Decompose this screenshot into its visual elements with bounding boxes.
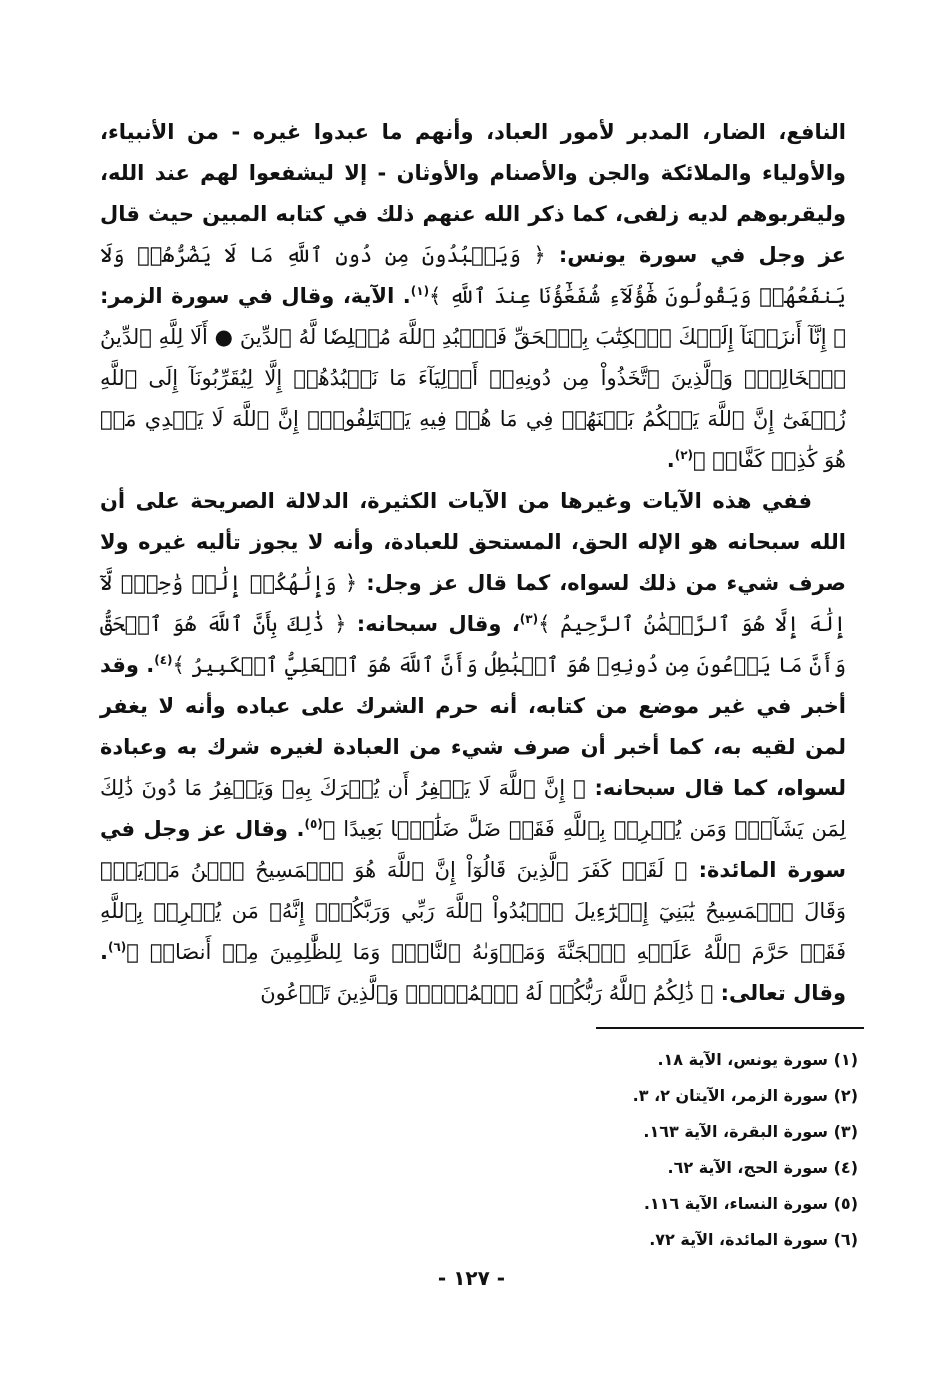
footnote: (٦) سورة المائدة، الآية ٧٢.	[649, 1230, 858, 1249]
text-run: النافع، الضار، المدبر لأمور العباد، وأنهم ما عبدوا غيره - من الأنبياء، والأولياء والملائكة والجن والأصنام والأوثان - إلا ليشفعوا لهم عند الله، وليقربوهم لديه زلفى، كما ذكر الله عنهم ذلك في كتابه المبين حيث قال عز وجل في سورة يونس:	[100, 120, 847, 267]
text-run: .	[666, 448, 675, 472]
text-run: . وقال عز وجل في سورة المائدة:	[100, 817, 846, 882]
text-run: . الآية، وقال في سورة الزمر:	[100, 284, 411, 308]
text-run: ففي هذه الآيات وغيرها من الآيات الكثيرة، الدلالة الصريحة على أن الله سبحانه هو الإله الحق، المستحق للعبادة، وأنه لا يجوز تأليه غيره ولا صرف شيء من ذلك لسواه، كما قال عز وجل:	[100, 489, 846, 595]
quran-verse: ﴿ وَيَعۡبُدُونَ مِن دُونِ ٱللَّهِ مَا لَا يَضُرُّهُمۡ وَلَا يَنفَعُهُمۡ وَيَقُولُونَ هَٰٓؤُلَآءِ شُفَعَٰٓؤُنَا عِندَ ٱللَّهِ ﴾	[100, 243, 846, 308]
quran-verse: ﴿ ذَٰلِكُمُ ٱللَّهُ رَبُّكُمۡ لَهُ ٱلۡمُلۡكُۚ وَٱلَّذِينَ تَدۡعُونَ	[260, 981, 714, 1005]
footnote: (٣) سورة البقرة، الآية ١٦٣.	[643, 1122, 858, 1141]
footnote-marker: (٢)	[674, 448, 693, 462]
text-run: . وقال تعالى:	[100, 940, 846, 1005]
footnote: (٤) سورة الحج، الآية ٦٢.	[667, 1158, 858, 1177]
footnote-separator	[596, 1027, 864, 1029]
footnote-marker: (٦)	[107, 940, 127, 954]
quran-verse: ﴿ لَقَدۡ كَفَرَ ٱلَّذِينَ قَالُوٓاْ إِنَّ ٱللَّهَ هُوَ ٱلۡمَسِيحُ ٱبۡنُ مَرۡيَمَۖ وَقَالَ ٱلۡمَسِيحُ يَٰبَنِيٓ إِسۡرَٰٓءِيلَ ٱعۡبُدُواْ ٱللَّهَ رَبِّي وَرَبَّكُمۡۖ إِنَّهُۥ مَن يُشۡرِكۡ بِٱللَّهِ فَقَدۡ حَرَّمَ ٱللَّهُ عَلَيۡهِ ٱلۡجَنَّةَ وَمَأۡوَىٰهُ ٱلنَّارُۖ وَمَا لِلظَّٰلِمِينَ مِنۡ أَنصَارٖ ﴾	[100, 858, 846, 964]
main-text	[100, 112, 846, 1014]
paragraph	[100, 481, 846, 1014]
text-run: . وقد أخبر في غير موضع من كتابه، أنه حرم الشرك على عباده وأنه لا يغفر لمن لقيه به، كما أخبر أن صرف شيء من العبادة لغيره شرك به وعبادة لسواه، كما قال سبحانه:	[100, 653, 846, 800]
quran-verse: ﴿ إِنَّآ أَنزَلۡنَآ إِلَيۡكَ ٱلۡكِتَٰبَ بِٱلۡحَقِّ فَٱعۡبُدِ ٱللَّهَ مُخۡلِصٗا لَّهُ ٱلدِّينَ ● أَلَا لِلَّهِ ٱلدِّينُ ٱلۡخَالِصُۚ وَٱلَّذِينَ ٱتَّخَذُواْ مِن دُونِهِۦٓ أَوۡلِيَآءَ مَا نَعۡبُدُهُمۡ إِلَّا لِيُقَرِّبُونَآ إِلَى ٱللَّهِ زُلۡفَىٰٓ إِنَّ ٱللَّهَ يَحۡكُمُ بَيۡنَهُمۡ فِي مَا هُمۡ فِيهِ يَخۡتَلِفُونَۗ إِنَّ ٱللَّهَ لَا يَهۡدِي مَنۡ هُوَ كَٰذِبٞ كَفَّارٞ ﴾	[100, 325, 846, 472]
text-run: ، وقال سبحانه:	[346, 612, 520, 636]
quran-verse: ﴿ ذَٰلِكَ بِأَنَّ ٱللَّهَ هُوَ ٱلۡحَقُّ وَأَنَّ مَا يَدۡعُونَ مِن دُونِهِۦ هُوَ ٱلۡبَٰطِلُ وَأَنَّ ٱللَّهَ هُوَ ٱلۡعَلِيُّ ٱلۡكَبِيرُ ﴾	[100, 612, 846, 677]
footnote-marker: (٣)	[519, 612, 539, 626]
quran-verse: ﴿ وَإِلَٰهُكُمۡ إِلَٰهٞ وَٰحِدٞۖ لَّآ إِلَٰهَ إِلَّا هُوَ ٱلرَّحۡمَٰنُ ٱلرَّحِيمُ ﴾	[100, 571, 846, 636]
footnote: (٢) سورة الزمر، الآيتان ٢، ٣.	[632, 1086, 858, 1105]
quran-verse: ﴿ إِنَّ ٱللَّهَ لَا يَغۡفِرُ أَن يُشۡرَكَ بِهِۦ وَيَغۡفِرُ مَا دُونَ ذَٰلِكَ لِمَن يَشَآءُۚ وَمَن يُشۡرِكۡ بِٱللَّهِ فَقَدۡ ضَلَّ ضَلَٰلَۢا بَعِيدًا ﴾	[100, 776, 846, 841]
paragraph	[100, 112, 846, 481]
footnotes	[418, 1042, 858, 1258]
footnote: (٥) سورة النساء، الآية ١١٦.	[643, 1194, 858, 1213]
page-number: - ١٢٧ -	[437, 1266, 506, 1290]
footnote-marker: (٤)	[154, 653, 173, 667]
footnote-marker: (٥)	[304, 817, 323, 831]
footnote: (١) سورة يونس، الآية ١٨.	[657, 1050, 858, 1069]
footnote-marker: (١)	[410, 284, 430, 298]
